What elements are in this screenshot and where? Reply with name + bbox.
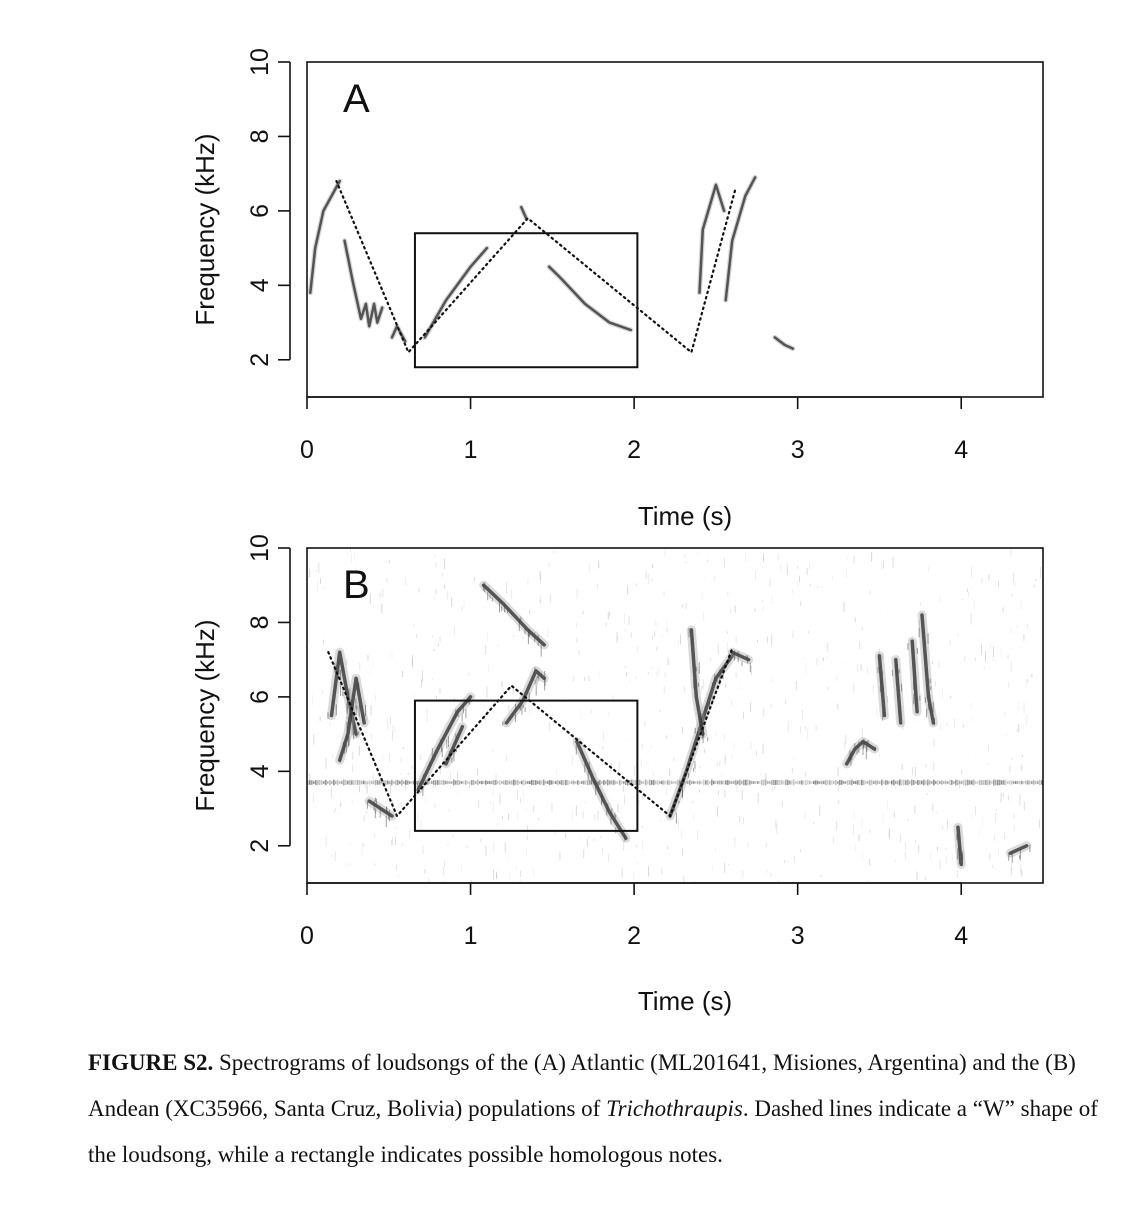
caption-genus: Trichothraupis	[606, 1096, 743, 1121]
note-9	[670, 656, 732, 824]
x-tick-label: 1	[463, 922, 478, 950]
x-tick-label: 2	[627, 922, 642, 950]
x-axis	[300, 883, 968, 1016]
spectrogram-area	[307, 549, 1043, 892]
y-tick-label: 10	[246, 534, 274, 562]
y-tick-label: 8	[246, 129, 274, 144]
y-axis	[190, 534, 290, 853]
y-tick-label: 6	[246, 689, 274, 704]
x-tick-label: 4	[954, 436, 969, 464]
y-tick-label: 10	[246, 48, 274, 76]
note-14	[892, 660, 902, 723]
y-tick-label: 6	[246, 203, 274, 218]
x-tick-label: 2	[627, 436, 642, 464]
figure-caption	[88, 1040, 1108, 1178]
panel-label: B	[343, 563, 370, 607]
panel-label: A	[343, 77, 370, 121]
y-tick-label: 2	[246, 352, 274, 367]
note-17	[956, 827, 963, 865]
x-tick-label: 0	[300, 922, 314, 950]
y-axis-title: Frequency (kHz)	[190, 133, 220, 326]
note-15	[907, 641, 920, 712]
y-axis	[190, 48, 290, 367]
note-9	[775, 337, 793, 348]
note-13	[878, 656, 885, 721]
note-12	[847, 739, 876, 766]
y-tick-label: 8	[246, 615, 274, 630]
caption-label: FIGURE S2.	[88, 1050, 214, 1075]
x-axis-title: Time (s)	[637, 986, 733, 1016]
note-2	[345, 241, 383, 327]
note-11	[732, 651, 751, 672]
spectrogram-area	[310, 177, 793, 348]
note-3	[367, 798, 392, 828]
y-tick-label: 4	[246, 764, 274, 779]
x-tick-label: 1	[463, 436, 478, 464]
x-tick-label: 3	[790, 922, 805, 950]
note-6	[483, 582, 544, 656]
note-10	[689, 628, 709, 743]
note-8	[576, 742, 626, 841]
y-tick-label: 2	[246, 838, 274, 853]
note-18	[1008, 845, 1030, 863]
note-1	[310, 181, 339, 293]
note-7	[502, 667, 545, 725]
x-tick-label: 4	[954, 922, 969, 950]
x-axis-title: Time (s)	[637, 501, 733, 531]
plot-frame	[307, 62, 1043, 397]
x-tick-label: 3	[790, 436, 805, 464]
x-tick-label: 0	[300, 436, 314, 464]
panel-a	[190, 48, 1043, 531]
y-tick-label: 4	[246, 278, 274, 293]
y-axis-title: Frequency (kHz)	[190, 619, 220, 812]
caption-text-before: Spectrograms of loudsongs of the (A) Atlantic (ML201641, Misiones, Argentina) and the (B) Andean (XC35966, Santa Cruz, Bolivia) populations of	[88, 1050, 1076, 1121]
caption-text-after: . Dashed lines indicate a “W” shape of the loudsong, while a rectangle indicates possible homologous notes.	[88, 1096, 1098, 1167]
note-8	[726, 177, 755, 300]
note-4	[425, 248, 487, 337]
note-5	[521, 207, 526, 218]
x-axis	[300, 397, 968, 531]
note-6	[549, 267, 631, 330]
panel-b	[190, 534, 1043, 1016]
